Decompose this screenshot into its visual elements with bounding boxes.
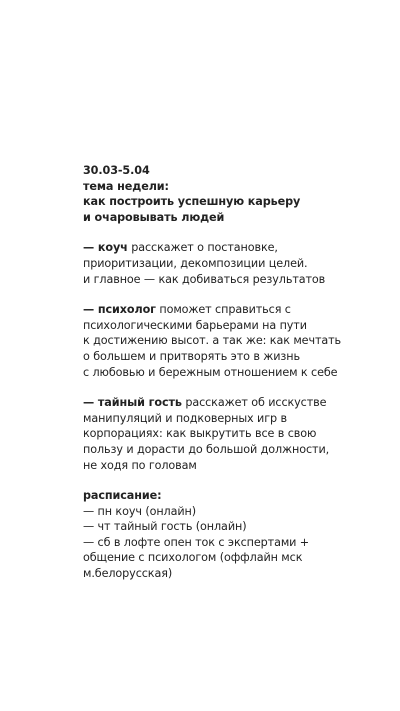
schedule-item-saturday-2: общение с психологом (оффлайн мск (83, 551, 303, 565)
secret-guest-text-1: расскажет об исскустве (181, 396, 327, 410)
psychologist-text-2: психологическими барьерами на пути (83, 318, 307, 332)
coach-section (83, 240, 383, 287)
psychologist-text-4: о большем и притворять это в жизнь (83, 349, 300, 363)
week-dates: 30.03-5.04 (83, 164, 150, 177)
coach-text-1: расскажет о постановке, (127, 241, 278, 255)
psychologist-section (83, 302, 383, 380)
schedule-item-thursday: — чт тайный гость (онлайн) (83, 520, 247, 534)
secret-guest-text-5: не ходя по головам (83, 458, 197, 472)
psychologist-text-5: с любовью и бережным отношением к себе (83, 365, 338, 379)
secret-guest-role: — тайный гость (83, 396, 182, 410)
story-text (83, 163, 383, 582)
schedule-item-saturday-1: — сб в лофте опен ток с экспертами + (83, 535, 310, 549)
theme-title-line-2: и очаровывать людей (83, 210, 225, 224)
header-block (83, 163, 383, 225)
schedule-item-monday: — пн коуч (онлайн) (83, 504, 196, 518)
coach-text-2: приоритизации, декомпозиции целей. (83, 256, 308, 270)
secret-guest-text-2: манипуляций и подковерных игр в (83, 411, 287, 425)
theme-label: тема недели: (83, 179, 169, 193)
coach-text-3: и главное — как добиваться результатов (83, 272, 326, 286)
secret-guest-section (83, 395, 383, 473)
psychologist-text-3: к достижению высот. а так же: как мечтать (83, 334, 342, 348)
secret-guest-text-3: корпорациях: как выкрутить все в свою (83, 427, 317, 441)
psychologist-text-1: поможет справиться с (155, 303, 291, 317)
secret-guest-text-4: пользу и дорасти до большой должности, (83, 442, 330, 456)
schedule-item-saturday-3: м.белорусская) (83, 567, 173, 581)
psychologist-role: — психолог (83, 303, 156, 317)
coach-role: — коуч (83, 241, 128, 255)
theme-title-line-1: как построить успешную карьеру (83, 195, 301, 209)
schedule-title: расписание: (83, 489, 162, 503)
schedule-section (83, 488, 383, 582)
